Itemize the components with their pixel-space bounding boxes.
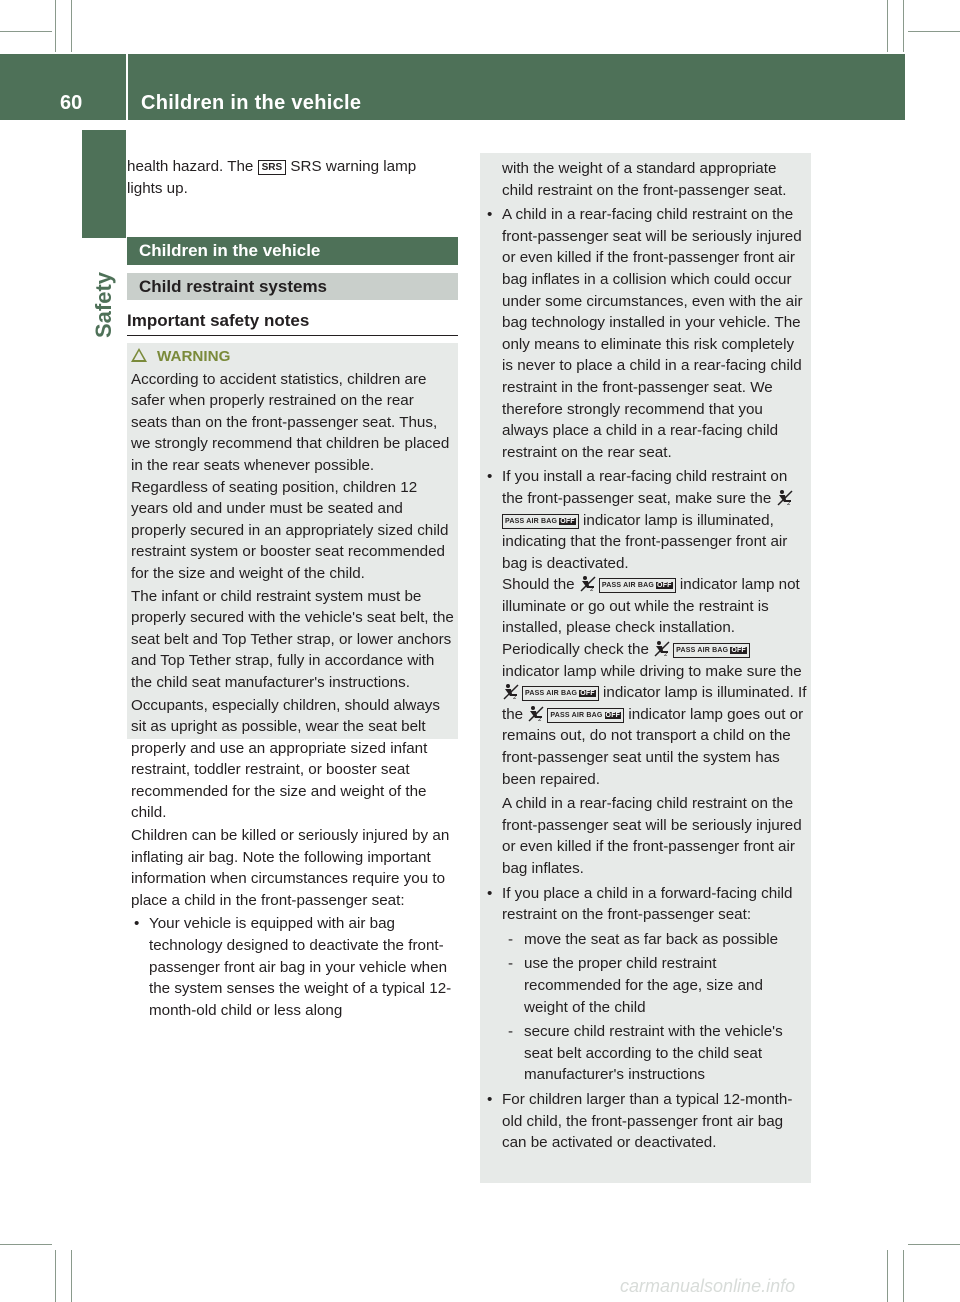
warning-content — [131, 346, 454, 1021]
warning-triangle-icon — [131, 348, 147, 362]
svg-text:2: 2 — [538, 716, 542, 722]
crop-mark — [71, 0, 72, 52]
crop-mark — [908, 31, 960, 32]
warning-bullet: • A child in a rear-facing child restraint on the front-passenger seat will be seriously injured or even killed if the front-passenger front air bag inflates in a collision which could occur under some circumstances, even with the air bag technology installed in your vehicle. The only means to eliminate this risk completely is never to place a child in a rear-facing child restraint in the front-passenger seat. We therefore strongly recommend that you always place a child in a rear-facing child restraint on the rear seat. — [484, 204, 807, 463]
crop-mark — [908, 1244, 960, 1245]
warning-paragraph: According to accident statistics, children are safer when properly restrained on the rear seats than on the front-passenger seat. Thus, we strongly recommend that children be placed in the rear seats whenever possible. Regardless of seating position, children 12 years old and under must be seated and properly secured in an appropriately sized child restraint system or booster seat recommended for the size and weight of the child. — [131, 370, 450, 582]
intro-line: lights up. — [127, 179, 188, 197]
page-header — [0, 54, 905, 120]
warning-title-text: WARNING — [157, 348, 231, 365]
warning-dash-item: - move the seat as far back as possible — [484, 929, 807, 951]
warning-dash-item: - use the proper child restraint recommended for the age, size and weight of the child — [484, 953, 807, 1018]
child-seat-icon — [502, 683, 520, 700]
warning-bullet: • If you place a child in a forward-facing child restraint on the front-passenger seat: — [484, 883, 807, 926]
subsection-heading: Child restraint systems — [127, 273, 458, 300]
pass-air-bag-off-icon: PASS AIR BAG OFF — [522, 686, 599, 701]
crop-mark — [903, 0, 904, 52]
crop-mark — [0, 31, 52, 32]
warning-paragraph: Children can be killed or seriously injured by an inflating air bag. Note the following important information when circumstances require you to place a child in the front-passenger seat: — [131, 827, 450, 909]
page-title: Children in the vehicle — [141, 92, 362, 114]
warning-bullet: • For children larger than a typical 12-month-old child, the front-passenger front air bag can be activated or deactivated. — [484, 1089, 807, 1154]
pass-air-bag-off-icon: PASS AIR BAG OFF — [547, 708, 624, 723]
side-tab-label: Safety — [91, 271, 116, 339]
srs-icon: SRS — [258, 160, 287, 175]
intro-line: SRS warning lamp — [290, 158, 417, 175]
warning-bullet: • Your vehicle is equipped with air bag technology designed to deactivate the front-passenger front air bag in your vehicle when the system senses the weight of a typical 12-month-old child or less along — [131, 913, 454, 1021]
crop-mark — [887, 1250, 888, 1302]
warning-bullet: • If you install a rear-facing child restraint on the front-passenger seat, make sure the 2 PASS AIR BAG OFF indicator lamp is illuminated, indicating that the front-passenger front air bag is deactivated. Should the 2 PASS AIR BAG OFF indicator lamp not illuminate or go out while the restraint is installed, please check installation. Periodically check the 2 PASS AIR BAG OFF indicator lamp while driving to make sure the 2 PASS AIR BAG OFF indicator lamp is illuminated. If the 2 PASS AIR BAG OFF indicator lamp goes out or remains out, do not transport a child on the front-passenger seat until the system has been repaired. — [484, 466, 807, 790]
crop-mark — [71, 1250, 72, 1302]
child-seat-icon — [527, 705, 545, 722]
page-number: 60 — [60, 92, 83, 114]
warning-paragraph: Occupants, especially children, should always sit as upright as possible, wear the seat belt properly and use an appropriate sized infant restraint, toddler restraint, or booster seat recommended for the size and weight of the child. — [131, 696, 440, 822]
warning-title — [131, 346, 454, 368]
svg-text:2: 2 — [664, 652, 668, 658]
crop-mark — [0, 1244, 52, 1245]
side-tab-marker — [82, 130, 126, 238]
crop-mark — [903, 1250, 904, 1302]
crop-mark — [887, 0, 888, 52]
topic-heading: Important safety notes — [127, 311, 458, 336]
warning-dash-item: - secure child restraint with the vehicle's seat belt according to the child seat manufacturer's instructions — [484, 1021, 807, 1086]
header-divider — [126, 54, 128, 120]
intro-text — [127, 156, 458, 199]
crop-mark — [55, 0, 56, 52]
side-tab — [82, 250, 126, 360]
child-seat-icon — [653, 640, 671, 657]
pass-air-bag-off-icon: PASS AIR BAG OFF — [502, 514, 579, 529]
svg-text:2: 2 — [589, 587, 594, 593]
crop-mark — [55, 1250, 56, 1302]
section-heading: Children in the vehicle — [127, 237, 458, 265]
svg-text:2: 2 — [786, 500, 790, 506]
watermark: carmanualsonline.info — [620, 1276, 796, 1296]
warning-content-continued — [484, 158, 807, 1154]
warning-paragraph: A child in a rear-facing child restraint on the front-passenger seat will be seriously injured or even killed if the front-passenger front air bag inflates. — [502, 795, 802, 877]
pass-air-bag-off-icon: PASS AIR BAG OFF — [673, 643, 750, 658]
pass-air-bag-off-icon: PASS AIR BAG OFF — [599, 578, 676, 593]
child-seat-icon — [579, 575, 597, 592]
warning-paragraph: The infant or child restraint system must be properly secured with the vehicle's seat belt, the seat belt and Top Tether strap, or lower anchors and Top Tether strap, fully in accordance with the child seat manufacturer's instructions. — [131, 587, 454, 691]
svg-text:2: 2 — [513, 695, 517, 701]
child-seat-icon — [776, 489, 794, 506]
intro-line: health hazard. The — [127, 158, 254, 175]
warning-paragraph: with the weight of a standard appropriate child restraint on the front-passenger seat. — [502, 160, 787, 199]
